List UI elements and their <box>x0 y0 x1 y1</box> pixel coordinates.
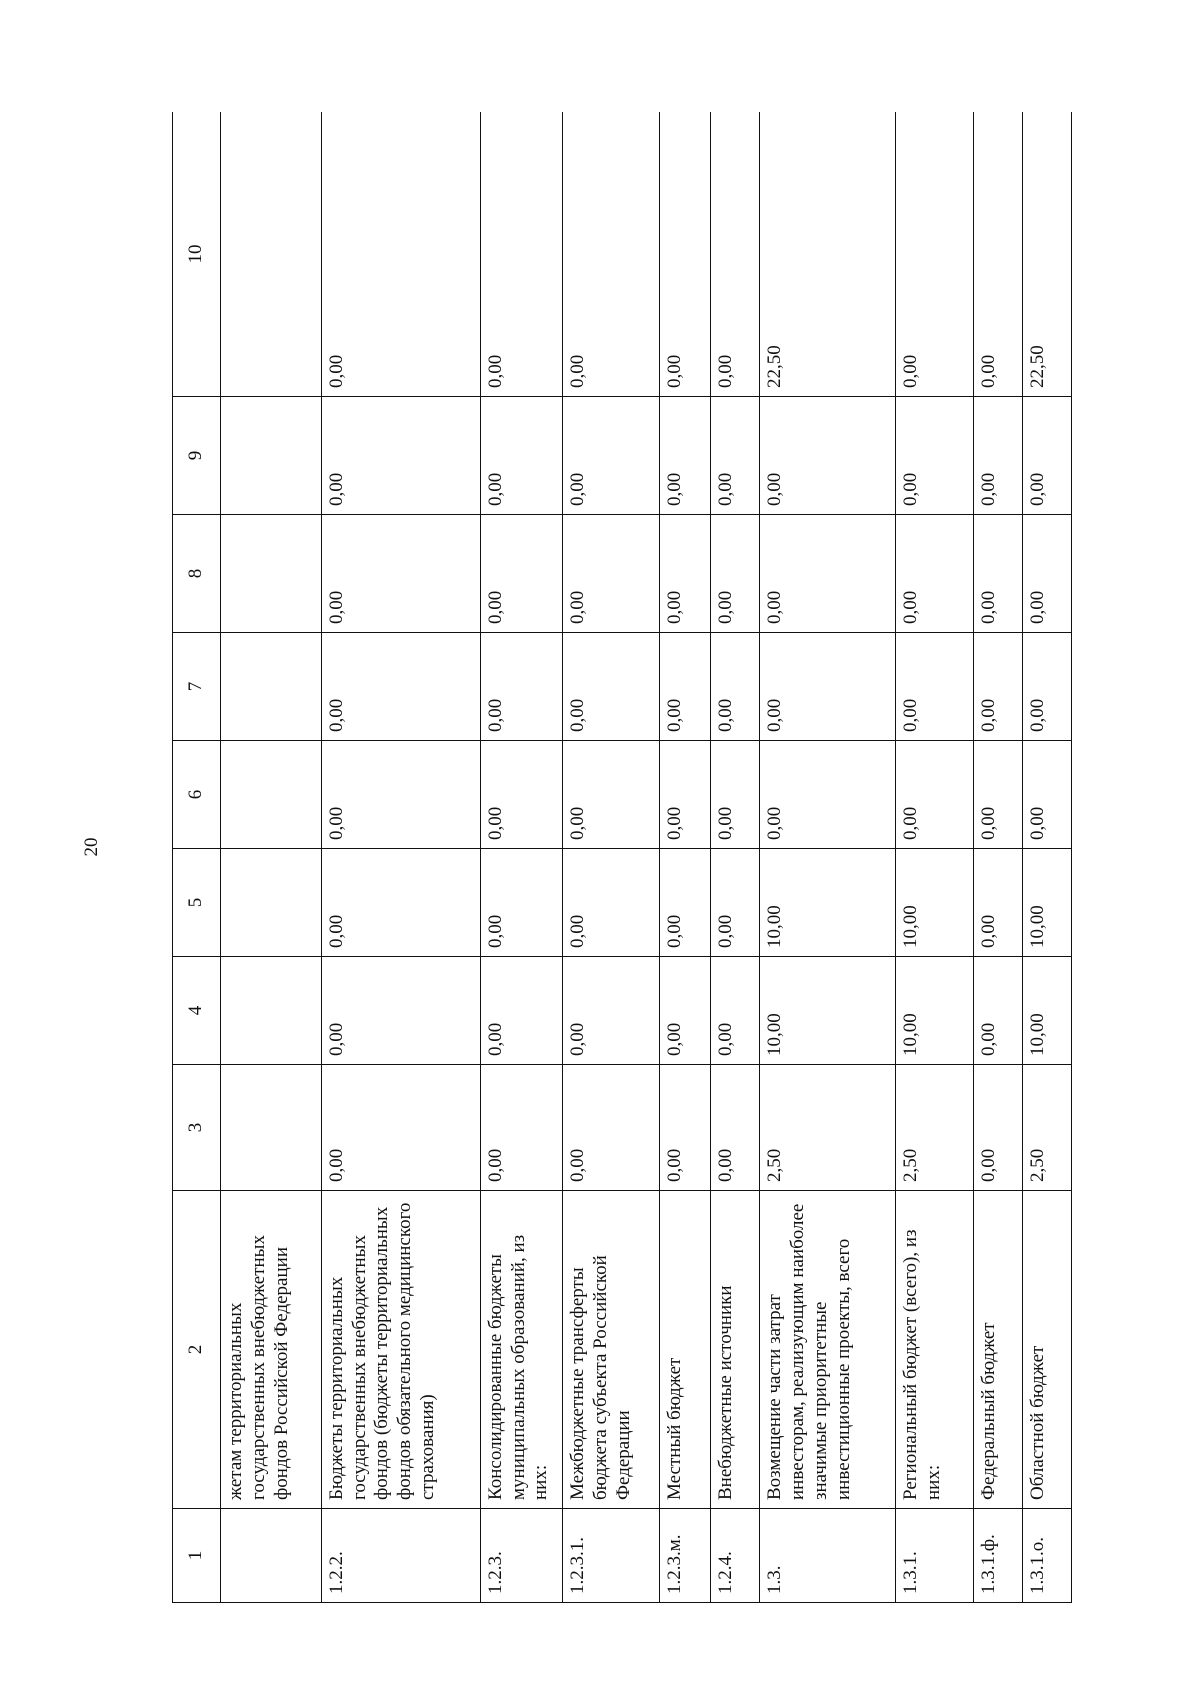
value-cell: 0,00 <box>660 633 711 741</box>
table-row <box>895 112 973 1603</box>
value-cell: 0,00 <box>760 741 896 849</box>
value-cell: 0,00 <box>711 741 760 849</box>
value-cell: 0,00 <box>1023 741 1072 849</box>
value-cell <box>221 1065 322 1191</box>
value-cell: 0,00 <box>974 397 1023 515</box>
page-number: 20 <box>81 837 102 857</box>
table-row <box>1023 112 1072 1603</box>
value-cell: 0,00 <box>321 515 480 633</box>
value-cell: 0,00 <box>660 112 711 397</box>
value-cell: 0,00 <box>974 849 1023 957</box>
column-header: 10 <box>173 112 221 397</box>
row-name: Областной бюджет <box>1023 1191 1072 1509</box>
value-cell <box>221 515 322 633</box>
table-row <box>480 112 562 1603</box>
value-cell: 0,00 <box>660 1065 711 1191</box>
row-code <box>221 1509 322 1603</box>
value-cell: 22,50 <box>1023 112 1072 397</box>
budget-table <box>172 112 1072 1603</box>
value-cell: 0,00 <box>711 849 760 957</box>
value-cell: 0,00 <box>1023 515 1072 633</box>
value-cell: 0,00 <box>711 397 760 515</box>
value-cell: 0,00 <box>321 1065 480 1191</box>
value-cell: 0,00 <box>562 515 660 633</box>
value-cell: 0,00 <box>660 849 711 957</box>
row-name: Внебюджетные источники <box>711 1191 760 1509</box>
column-header: 6 <box>173 741 221 849</box>
column-header: 2 <box>173 1191 221 1509</box>
row-name: Местный бюджет <box>660 1191 711 1509</box>
value-cell: 0,00 <box>895 397 973 515</box>
row-name: Бюджеты территориальных государственных внебюджетных фондов (бюджеты территориальных фондов обязательного медицинского страхования) <box>321 1191 480 1509</box>
column-header: 7 <box>173 633 221 741</box>
value-cell: 0,00 <box>321 112 480 397</box>
value-cell: 0,00 <box>480 1065 562 1191</box>
value-cell: 0,00 <box>321 633 480 741</box>
table-row <box>221 112 322 1603</box>
value-cell: 0,00 <box>321 849 480 957</box>
row-code: 1.2.2. <box>321 1509 480 1603</box>
value-cell: 2,50 <box>1023 1065 1072 1191</box>
row-code: 1.3. <box>760 1509 896 1603</box>
value-cell: 0,00 <box>974 1065 1023 1191</box>
value-cell: 0,00 <box>895 741 973 849</box>
value-cell: 0,00 <box>321 957 480 1065</box>
value-cell: 0,00 <box>1023 397 1072 515</box>
value-cell: 0,00 <box>760 515 896 633</box>
value-cell <box>221 397 322 515</box>
table-row <box>562 112 660 1603</box>
value-cell: 0,00 <box>711 957 760 1065</box>
value-cell <box>221 741 322 849</box>
value-cell: 0,00 <box>660 957 711 1065</box>
table-header-row <box>173 112 221 1603</box>
value-cell: 0,00 <box>974 112 1023 397</box>
value-cell: 0,00 <box>321 397 480 515</box>
row-code: 1.3.1.о. <box>1023 1509 1072 1603</box>
value-cell: 0,00 <box>321 741 480 849</box>
value-cell: 10,00 <box>1023 849 1072 957</box>
value-cell: 10,00 <box>760 957 896 1065</box>
value-cell: 0,00 <box>562 397 660 515</box>
row-name: жетам территориальных государственных внебюджетных фондов Российской Федерации <box>221 1191 322 1509</box>
column-header: 5 <box>173 849 221 957</box>
value-cell: 2,50 <box>760 1065 896 1191</box>
value-cell: 10,00 <box>760 849 896 957</box>
value-cell: 0,00 <box>974 515 1023 633</box>
value-cell: 0,00 <box>562 112 660 397</box>
value-cell: 10,00 <box>1023 957 1072 1065</box>
value-cell: 0,00 <box>480 741 562 849</box>
value-cell <box>221 957 322 1065</box>
column-header: 1 <box>173 1509 221 1603</box>
value-cell: 0,00 <box>480 397 562 515</box>
value-cell <box>221 112 322 397</box>
value-cell: 0,00 <box>711 112 760 397</box>
value-cell: 0,00 <box>562 741 660 849</box>
rotated-table-container <box>172 112 1072 1603</box>
value-cell: 10,00 <box>895 849 973 957</box>
row-code: 1.2.4. <box>711 1509 760 1603</box>
value-cell: 10,00 <box>895 957 973 1065</box>
value-cell: 0,00 <box>480 957 562 1065</box>
column-header: 3 <box>173 1065 221 1191</box>
value-cell: 0,00 <box>660 741 711 849</box>
value-cell: 0,00 <box>974 957 1023 1065</box>
value-cell: 22,50 <box>760 112 896 397</box>
value-cell: 0,00 <box>895 515 973 633</box>
value-cell: 0,00 <box>895 633 973 741</box>
value-cell: 0,00 <box>660 515 711 633</box>
table-row <box>711 112 760 1603</box>
row-code: 1.2.3.м. <box>660 1509 711 1603</box>
table-row <box>660 112 711 1603</box>
value-cell: 0,00 <box>760 397 896 515</box>
value-cell: 0,00 <box>480 515 562 633</box>
value-cell: 0,00 <box>562 849 660 957</box>
value-cell: 0,00 <box>895 112 973 397</box>
value-cell: 0,00 <box>711 633 760 741</box>
value-cell: 0,00 <box>480 849 562 957</box>
value-cell: 0,00 <box>711 1065 760 1191</box>
column-header: 9 <box>173 397 221 515</box>
column-header: 8 <box>173 515 221 633</box>
row-name: Федеральный бюджет <box>974 1191 1023 1509</box>
value-cell: 0,00 <box>974 633 1023 741</box>
row-code: 1.2.3. <box>480 1509 562 1603</box>
column-header: 4 <box>173 957 221 1065</box>
row-name: Межбюджетные трансферты бюджета субъекта Российской Федерации <box>562 1191 660 1509</box>
value-cell: 0,00 <box>562 1065 660 1191</box>
row-name: Региональный бюджет (всего), из них: <box>895 1191 973 1509</box>
value-cell: 0,00 <box>480 112 562 397</box>
row-name: Консолидированные бюджеты муниципальных образований, из них: <box>480 1191 562 1509</box>
value-cell: 0,00 <box>562 633 660 741</box>
value-cell: 2,50 <box>895 1065 973 1191</box>
table-row <box>321 112 480 1603</box>
value-cell: 0,00 <box>711 515 760 633</box>
value-cell <box>221 633 322 741</box>
table-row <box>974 112 1023 1603</box>
value-cell: 0,00 <box>1023 633 1072 741</box>
table-row <box>760 112 896 1603</box>
value-cell: 0,00 <box>660 397 711 515</box>
row-code: 1.3.1.ф. <box>974 1509 1023 1603</box>
value-cell: 0,00 <box>480 633 562 741</box>
row-code: 1.2.3.1. <box>562 1509 660 1603</box>
row-name: Возмещение части затрат инвесторам, реализующим наиболее значимые приоритетные инвестиционные проекты, всего <box>760 1191 896 1509</box>
value-cell: 0,00 <box>760 633 896 741</box>
value-cell <box>221 849 322 957</box>
row-code: 1.3.1. <box>895 1509 973 1603</box>
value-cell: 0,00 <box>562 957 660 1065</box>
value-cell: 0,00 <box>974 741 1023 849</box>
